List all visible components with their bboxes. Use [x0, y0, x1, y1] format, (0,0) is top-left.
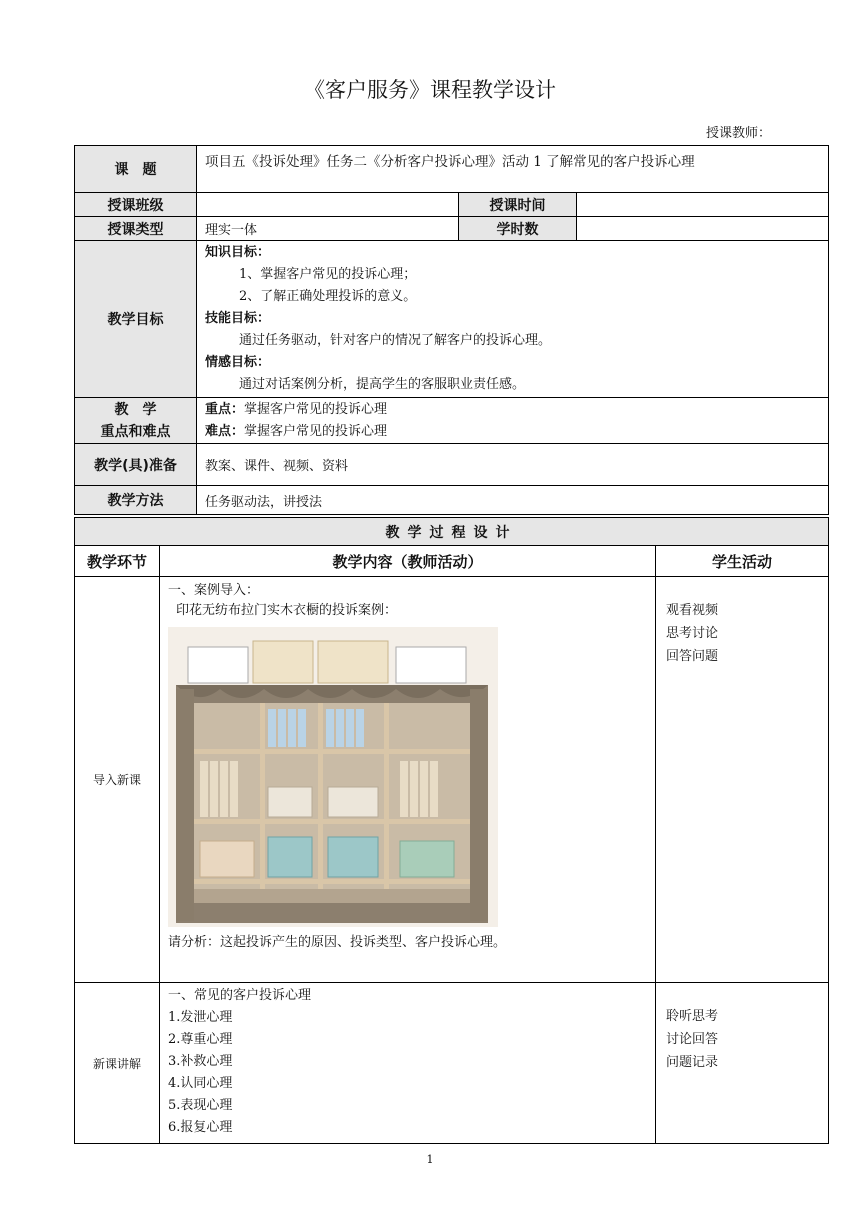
- student-lecture-2: 讨论回答: [666, 1032, 719, 1047]
- content-lecture: [160, 983, 656, 1144]
- type-label: 授课类型: [75, 217, 197, 241]
- objectives-content: [197, 241, 829, 398]
- page-number: 1: [426, 1153, 434, 1166]
- method-row: [75, 486, 829, 515]
- keypoints-content: [197, 398, 829, 444]
- student-intro-2: 思考讨论: [666, 626, 719, 641]
- topic-value: 项目五《投诉处理》任务二《分析客户投诉心理》活动 1 了解常见的客户投诉心理: [197, 146, 829, 193]
- stage-lecture: 新课讲解: [75, 983, 160, 1144]
- keypoints-row: [75, 398, 829, 444]
- student-lecture: [656, 983, 829, 1144]
- objectives-label: 教学目标: [75, 241, 197, 398]
- method-label: 教学方法: [75, 486, 197, 515]
- key-label: 重点：: [205, 401, 245, 417]
- type-value: 理实一体: [197, 217, 459, 241]
- class-label: 授课班级: [75, 193, 197, 217]
- document-title: 《客户服务》课程教学设计: [304, 78, 556, 102]
- topic-row: [75, 146, 829, 193]
- prep-label: 教学(具)准备: [75, 444, 197, 486]
- class-value: [197, 193, 459, 217]
- emotion-text: 通过对话案例分析，提高学生的客服职业责任感。: [239, 377, 526, 392]
- type-row: [75, 217, 829, 241]
- process-row-intro: [75, 577, 829, 983]
- student-lecture-1: 聆听思考: [666, 1009, 719, 1024]
- topic-label: 课 题: [75, 146, 197, 193]
- process-heading: 教学过程设计: [75, 518, 829, 546]
- prep-value: 教案、课件、视频、资料: [197, 444, 829, 486]
- knowledge-item-2: 2、了解正确处理投诉的意义。: [239, 289, 417, 304]
- keypoints-label-line1: 教 学: [114, 401, 157, 418]
- wardrobe-image: [168, 627, 498, 927]
- student-intro-3: 回答问题: [666, 649, 719, 664]
- process-heading-row: [75, 518, 829, 546]
- col-stage-header: 教学环节: [75, 546, 160, 577]
- intro-analysis-prompt: 请分析：这起投诉产生的原因、投诉类型、客户投诉心理。: [168, 935, 507, 950]
- lecture-line-5: 4.认同心理: [168, 1076, 233, 1091]
- knowledge-item-1: 1、掌握客户常见的投诉心理；: [239, 267, 417, 282]
- lecture-line-7: 6.报复心理: [168, 1120, 233, 1135]
- process-table: [74, 517, 829, 1144]
- knowledge-title: 知识目标：: [205, 245, 271, 260]
- prep-row: [75, 444, 829, 486]
- intro-line-1: 一、案例导入：: [168, 583, 260, 598]
- method-value: 任务驱动法，讲授法: [197, 486, 829, 515]
- objectives-row: [75, 241, 829, 398]
- stage-intro: 导入新课: [75, 577, 160, 983]
- process-row-lecture: [75, 983, 829, 1144]
- student-lecture-3: 问题记录: [666, 1055, 719, 1070]
- class-row: [75, 193, 829, 217]
- difficulty-text: 掌握客户常见的投诉心理: [244, 423, 388, 439]
- lecture-line-4: 3.补救心理: [168, 1054, 233, 1069]
- process-columns-row: [75, 546, 829, 577]
- col-student-header: 学生活动: [656, 546, 829, 577]
- col-content-header: 教学内容（教师活动）: [160, 546, 656, 577]
- lecture-line-3: 2.尊重心理: [168, 1032, 233, 1047]
- keypoints-label: [75, 398, 197, 444]
- course-info-table: [74, 145, 829, 515]
- content-intro: [160, 577, 656, 983]
- student-intro-1: 观看视频: [666, 603, 719, 618]
- difficulty-label: 难点：: [205, 423, 245, 439]
- time-value: [577, 193, 829, 217]
- student-intro: [656, 577, 829, 983]
- intro-line-2: 印花无纺布拉门实木衣橱的投诉案例：: [176, 603, 398, 618]
- teacher-label: 授课教师：: [706, 126, 772, 141]
- lecture-line-6: 5.表现心理: [168, 1098, 233, 1113]
- skill-title: 技能目标：: [205, 311, 271, 326]
- time-label: 授课时间: [459, 193, 577, 217]
- wardrobe-illustration: [168, 627, 498, 927]
- skill-text: 通过任务驱动，针对客户的情况了解客户的投诉心理。: [239, 333, 552, 348]
- key-text: 掌握客户常见的投诉心理: [244, 401, 388, 417]
- lecture-line-2: 1.发泄心理: [168, 1010, 233, 1025]
- keypoints-label-line2: 重点和难点: [100, 423, 171, 440]
- emotion-title: 情感目标：: [205, 355, 271, 370]
- hours-label: 学时数: [459, 217, 577, 241]
- lecture-line-1: 一、常见的客户投诉心理: [168, 988, 312, 1003]
- hours-value: [577, 217, 829, 241]
